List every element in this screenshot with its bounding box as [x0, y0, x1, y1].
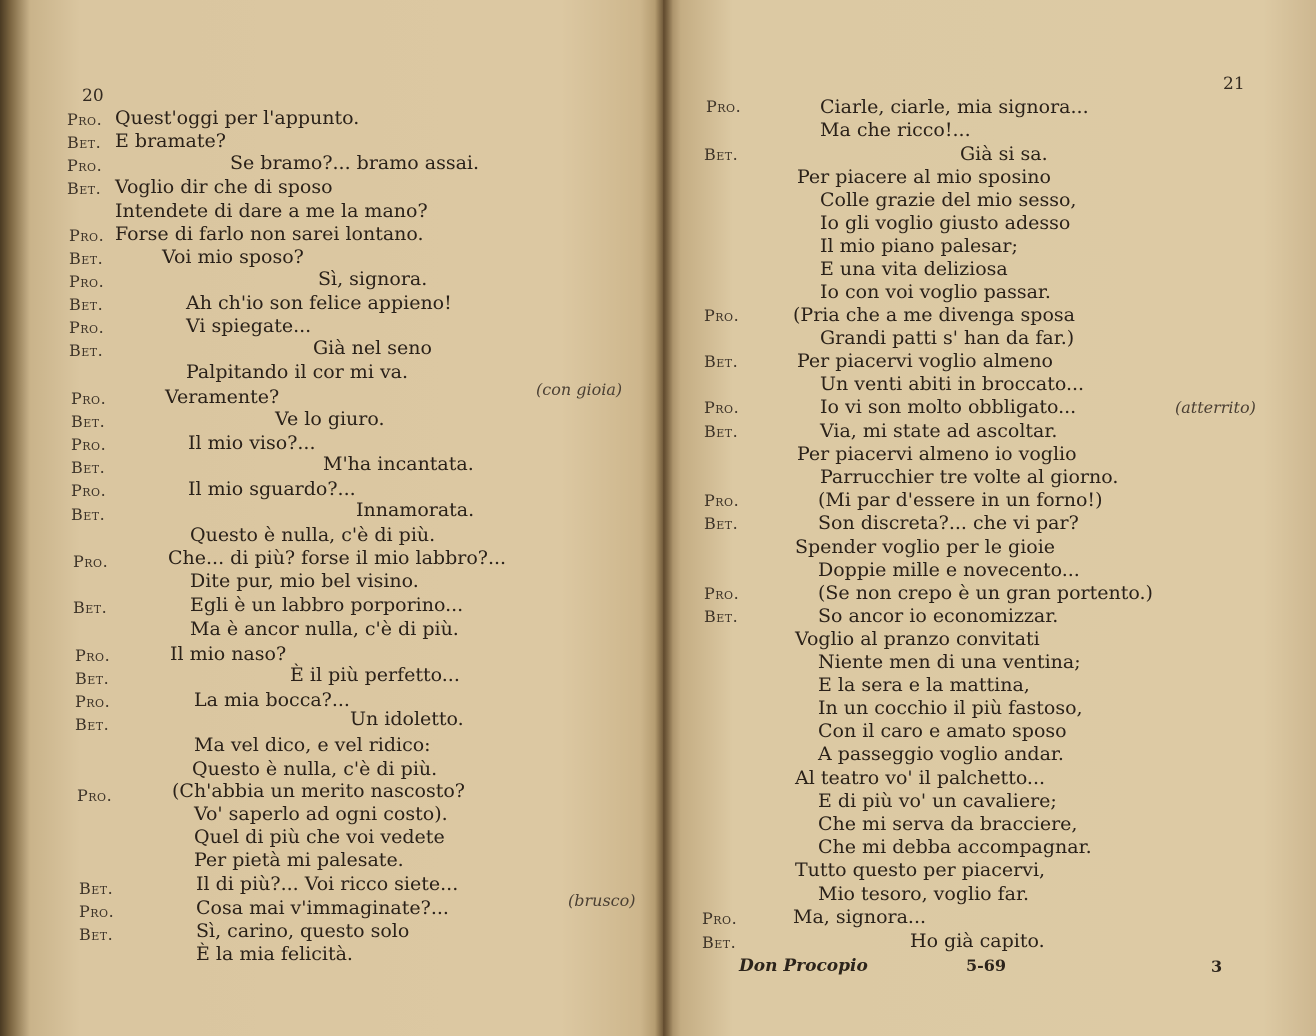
verse-line: Un idoletto. [350, 708, 464, 730]
verse-line: (Mi par d'essere in un forno!) [818, 489, 1103, 511]
verse-line: Io con voi voglio passar. [820, 281, 1051, 303]
verse-line: Quest'oggi per l'appunto. [115, 107, 360, 129]
speaker-label: Pro. [75, 646, 111, 665]
verse-line: Per piacervi voglio almeno [797, 350, 1053, 372]
verse-line: Vi spiegate... [186, 315, 312, 337]
verse-line: So ancor io economizzar. [818, 605, 1059, 627]
verse-line: Egli è un labbro porporino... [190, 594, 464, 616]
speaker-label: Bet. [71, 505, 106, 524]
verse-line: Voglio al pranzo convitati [795, 628, 1040, 650]
verse-line: M'ha incantata. [323, 453, 474, 475]
verse-line: Che... di più? forse il mio labbro?... [168, 547, 507, 569]
speaker-label: Bet. [67, 179, 102, 198]
verse-line: Parrucchier tre volte al giorno. [820, 466, 1119, 488]
verse-line: Un venti abiti in broccato... [820, 373, 1085, 395]
verse-line: Per pietà mi palesate. [194, 849, 404, 871]
verse-line: Questo è nulla, c'è di più. [192, 758, 438, 780]
speaker-label: Pro. [704, 306, 740, 325]
verse-line: Ah ch'io son felice appieno! [186, 292, 452, 314]
speaker-label: Pro. [75, 692, 111, 711]
speaker-label: Bet. [71, 458, 106, 477]
verse-line: In un cocchio il più fastoso, [818, 697, 1083, 719]
verse-line: E bramate? [115, 130, 226, 152]
verse-line: Via, mi state ad ascoltar. [820, 420, 1058, 442]
verse-line: A passeggio voglio andar. [818, 743, 1064, 765]
verse-line: Voglio dir che di sposo [115, 176, 333, 198]
speaker-label: Bet. [79, 925, 114, 944]
page-number: 20 [82, 86, 104, 106]
gathering-number: 3 [1211, 957, 1223, 976]
verse-line: Ciarle, ciarle, mia signora... [820, 96, 1089, 118]
book-gutter [655, 0, 673, 1036]
speaker-label: Pro. [69, 272, 105, 291]
verse-line: Veramente? [165, 386, 280, 408]
speaker-label: Bet. [69, 295, 104, 314]
right-page [663, 0, 1316, 1036]
verse-line: Che mi debba accompagnar. [818, 836, 1092, 858]
verse-line: Il di più?... Voi ricco siete... [196, 873, 459, 895]
verse-line: E la sera e la mattina, [818, 674, 1030, 696]
speaker-label: Pro. [73, 552, 109, 571]
verse-line: Al teatro vo' il palchetto... [795, 767, 1046, 789]
verse-line: Voi mio sposo? [162, 246, 304, 268]
verse-line: Ma, signora... [793, 906, 927, 928]
verse-line: Per piacere al mio sposino [797, 166, 1051, 188]
verse-line: Tutto questo per piacervi, [795, 859, 1046, 881]
verse-line: Son discreta?... che vi par? [818, 512, 1079, 534]
verse-line: Intendete di dare a me la mano? [115, 200, 428, 222]
verse-line: Palpitando il cor mi va. [186, 361, 409, 383]
verse-line: Mio tesoro, voglio far. [818, 883, 1030, 905]
speaker-label: Bet. [704, 607, 739, 626]
speaker-label: Pro. [706, 97, 742, 116]
page-number: 21 [1223, 74, 1245, 94]
verse-line: Ma è ancor nulla, c'è di più. [190, 618, 459, 640]
speaker-label: Bet. [67, 133, 102, 152]
verse-line: Sì, carino, questo solo [196, 920, 410, 942]
verse-line: Io gli voglio giusto adesso [820, 212, 1071, 234]
verse-line: Quel di più che voi vedete [194, 826, 445, 848]
verse-line: Grandi patti s' han da far.) [820, 327, 1075, 349]
verse-line: Forse di farlo non sarei lontano. [115, 223, 424, 245]
verse-line: La mia bocca?... [194, 689, 350, 711]
verse-line: Dite pur, mio bel visino. [190, 570, 419, 592]
verse-line: Io vi son molto obbligato... [820, 396, 1077, 418]
verse-line: Colle grazie del mio sesso, [820, 189, 1077, 211]
verse-line: (Pria che a me divenga sposa [793, 304, 1075, 326]
verse-line: Già si sa. [960, 143, 1048, 165]
verse-line: Se bramo?... bramo assai. [230, 152, 480, 174]
speaker-label: Pro. [69, 318, 105, 337]
stage-direction: (con gioia) [536, 380, 623, 399]
speaker-label: Bet. [71, 412, 106, 431]
verse-line: Vo' saperlo ad ogni costo). [194, 803, 448, 825]
speaker-label: Bet. [75, 715, 110, 734]
footer-title: Don Procopio [739, 956, 868, 976]
stage-direction: (brusco) [568, 891, 636, 910]
speaker-label: Bet. [69, 341, 104, 360]
verse-line: Il mio sguardo?... [188, 478, 356, 500]
verse-line: È il più perfetto... [290, 664, 460, 686]
speaker-label: Pro. [69, 226, 105, 245]
verse-line: Innamorata. [356, 499, 475, 521]
speaker-label: Bet. [704, 352, 739, 371]
stage-direction: (atterrito) [1175, 398, 1256, 417]
verse-line: E una vita deliziosa [820, 258, 1008, 280]
verse-line: Sì, signora. [318, 268, 428, 290]
verse-line: Per piacervi almeno io voglio [797, 443, 1077, 465]
verse-line: Che mi serva da bracciere, [818, 813, 1078, 835]
speaker-label: Pro. [704, 584, 740, 603]
speaker-label: Bet. [704, 145, 739, 164]
speaker-label: Pro. [77, 786, 113, 805]
verse-line: (Se non crepo è un gran portento.) [818, 582, 1153, 604]
speaker-label: Pro. [704, 491, 740, 510]
speaker-label: Pro. [67, 110, 103, 129]
verse-line: Cosa mai v'immaginate?... [196, 897, 449, 919]
verse-line: Con il caro e amato sposo [818, 720, 1067, 742]
verse-line: Il mio viso?... [188, 432, 316, 454]
speaker-label: Pro. [704, 398, 740, 417]
verse-line: Il mio naso? [170, 643, 287, 665]
speaker-label: Bet. [702, 933, 737, 952]
verse-line: Già nel seno [313, 337, 432, 359]
speaker-label: Bet. [704, 422, 739, 441]
verse-line: E di più vo' un cavaliere; [818, 790, 1057, 812]
verse-line: (Ch'abbia un merito nascosto? [172, 780, 465, 802]
verse-line: Niente men di una ventina; [818, 651, 1081, 673]
speaker-label: Bet. [75, 669, 110, 688]
verse-line: Questo è nulla, c'è di più. [190, 524, 436, 546]
verse-line: Ma vel dico, e vel ridico: [194, 734, 431, 756]
signature-mark: 5-69 [966, 956, 1007, 975]
speaker-label: Pro. [71, 389, 107, 408]
verse-line: Il mio piano palesar; [820, 235, 1018, 257]
speaker-label: Pro. [702, 909, 738, 928]
speaker-label: Bet. [704, 514, 739, 533]
verse-line: Spender voglio per le gioie [795, 536, 1056, 558]
speaker-label: Bet. [69, 249, 104, 268]
speaker-label: Pro. [67, 156, 103, 175]
speaker-label: Pro. [71, 481, 107, 500]
verse-line: Ma che ricco!... [820, 119, 971, 141]
speaker-label: Pro. [71, 435, 107, 454]
speaker-label: Bet. [73, 598, 108, 617]
speaker-label: Bet. [79, 879, 114, 898]
verse-line: Ve lo giuro. [275, 408, 385, 430]
verse-line: Doppie mille e novecento... [818, 559, 1080, 581]
verse-line: Ho già capito. [910, 930, 1045, 952]
speaker-label: Pro. [79, 902, 115, 921]
verse-line: È la mia felicità. [196, 943, 353, 965]
